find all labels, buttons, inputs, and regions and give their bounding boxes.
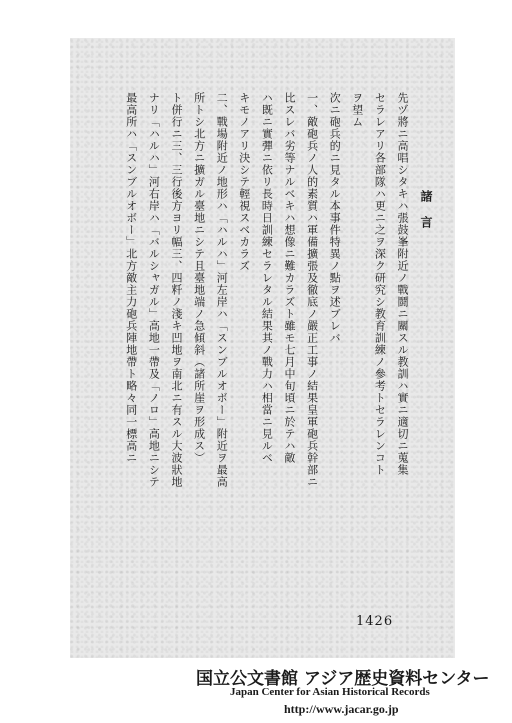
text-column: 比スレバ劣等ナルベキハ想像ニ難カラズト雖モ七月中旬頃ニ於テハ敵 — [283, 92, 296, 464]
text-column: 最高所ハ「スンブルオボー」北方敵主力砲兵陣地帶ト略々同一標高ニ — [124, 92, 138, 464]
archive-name-en: Japan Center for Asian Historical Records — [230, 686, 430, 698]
document-title: 諸言 — [419, 190, 433, 242]
text-column: 所トシ北方ニ擴ガル臺地ニシテ且臺地端ノ急傾斜（諸所崖ヲ形成ス） — [192, 92, 206, 464]
text-column: セラレアリ各部隊ハ更ニ之ヲ深ク研究シ教育訓練ノ參考トセラレンコト — [373, 92, 387, 476]
text-column: 先ヅ將ニ高唱シタキハ張鼓峯附近ノ戰鬪ニ關スル教訓ハ實ニ適切ニ蒐集 — [396, 92, 409, 476]
page-number: 1426 — [356, 614, 394, 629]
text-column: ハ既ニ實彈ニ依リ長時日訓練セラレタル結果其ノ戰力ハ相當ニ見ルベ — [260, 92, 274, 464]
text-column: 二、戰場附近ノ地形ハ「ハルハ」河左岸ハ「スンブルオボー」附近ヲ最高 — [215, 92, 229, 488]
text-column: ト併行ニ三、三行後方ヨリ幅三、四粁ノ淺キ凹地ヲ南北ニ有スル大波狀地 — [170, 92, 183, 488]
text-column: キモノアリ決シテ輕視スベカラズ — [237, 92, 251, 272]
text-column: 一、敵砲兵ノ人的素質ハ軍備擴張及徹底ノ嚴正工事ノ結果皇軍砲兵幹部ニ — [305, 92, 319, 488]
text-column: 次ニ砲兵的ニ見タル本事件特異ノ點ヲ述ブレバ — [328, 92, 342, 344]
archive-name-ja: 国立公文書館 アジア歴史資料センター — [196, 669, 490, 689]
text-column: ナリ「ハルハ」河右岸ハ「バルシャガル」高地一帶及「ノロ」高地ニシテ — [147, 92, 161, 488]
text-column: ヲ望ム — [350, 92, 364, 128]
archive-url[interactable]: http://www.jacar.go.jp — [284, 702, 399, 716]
